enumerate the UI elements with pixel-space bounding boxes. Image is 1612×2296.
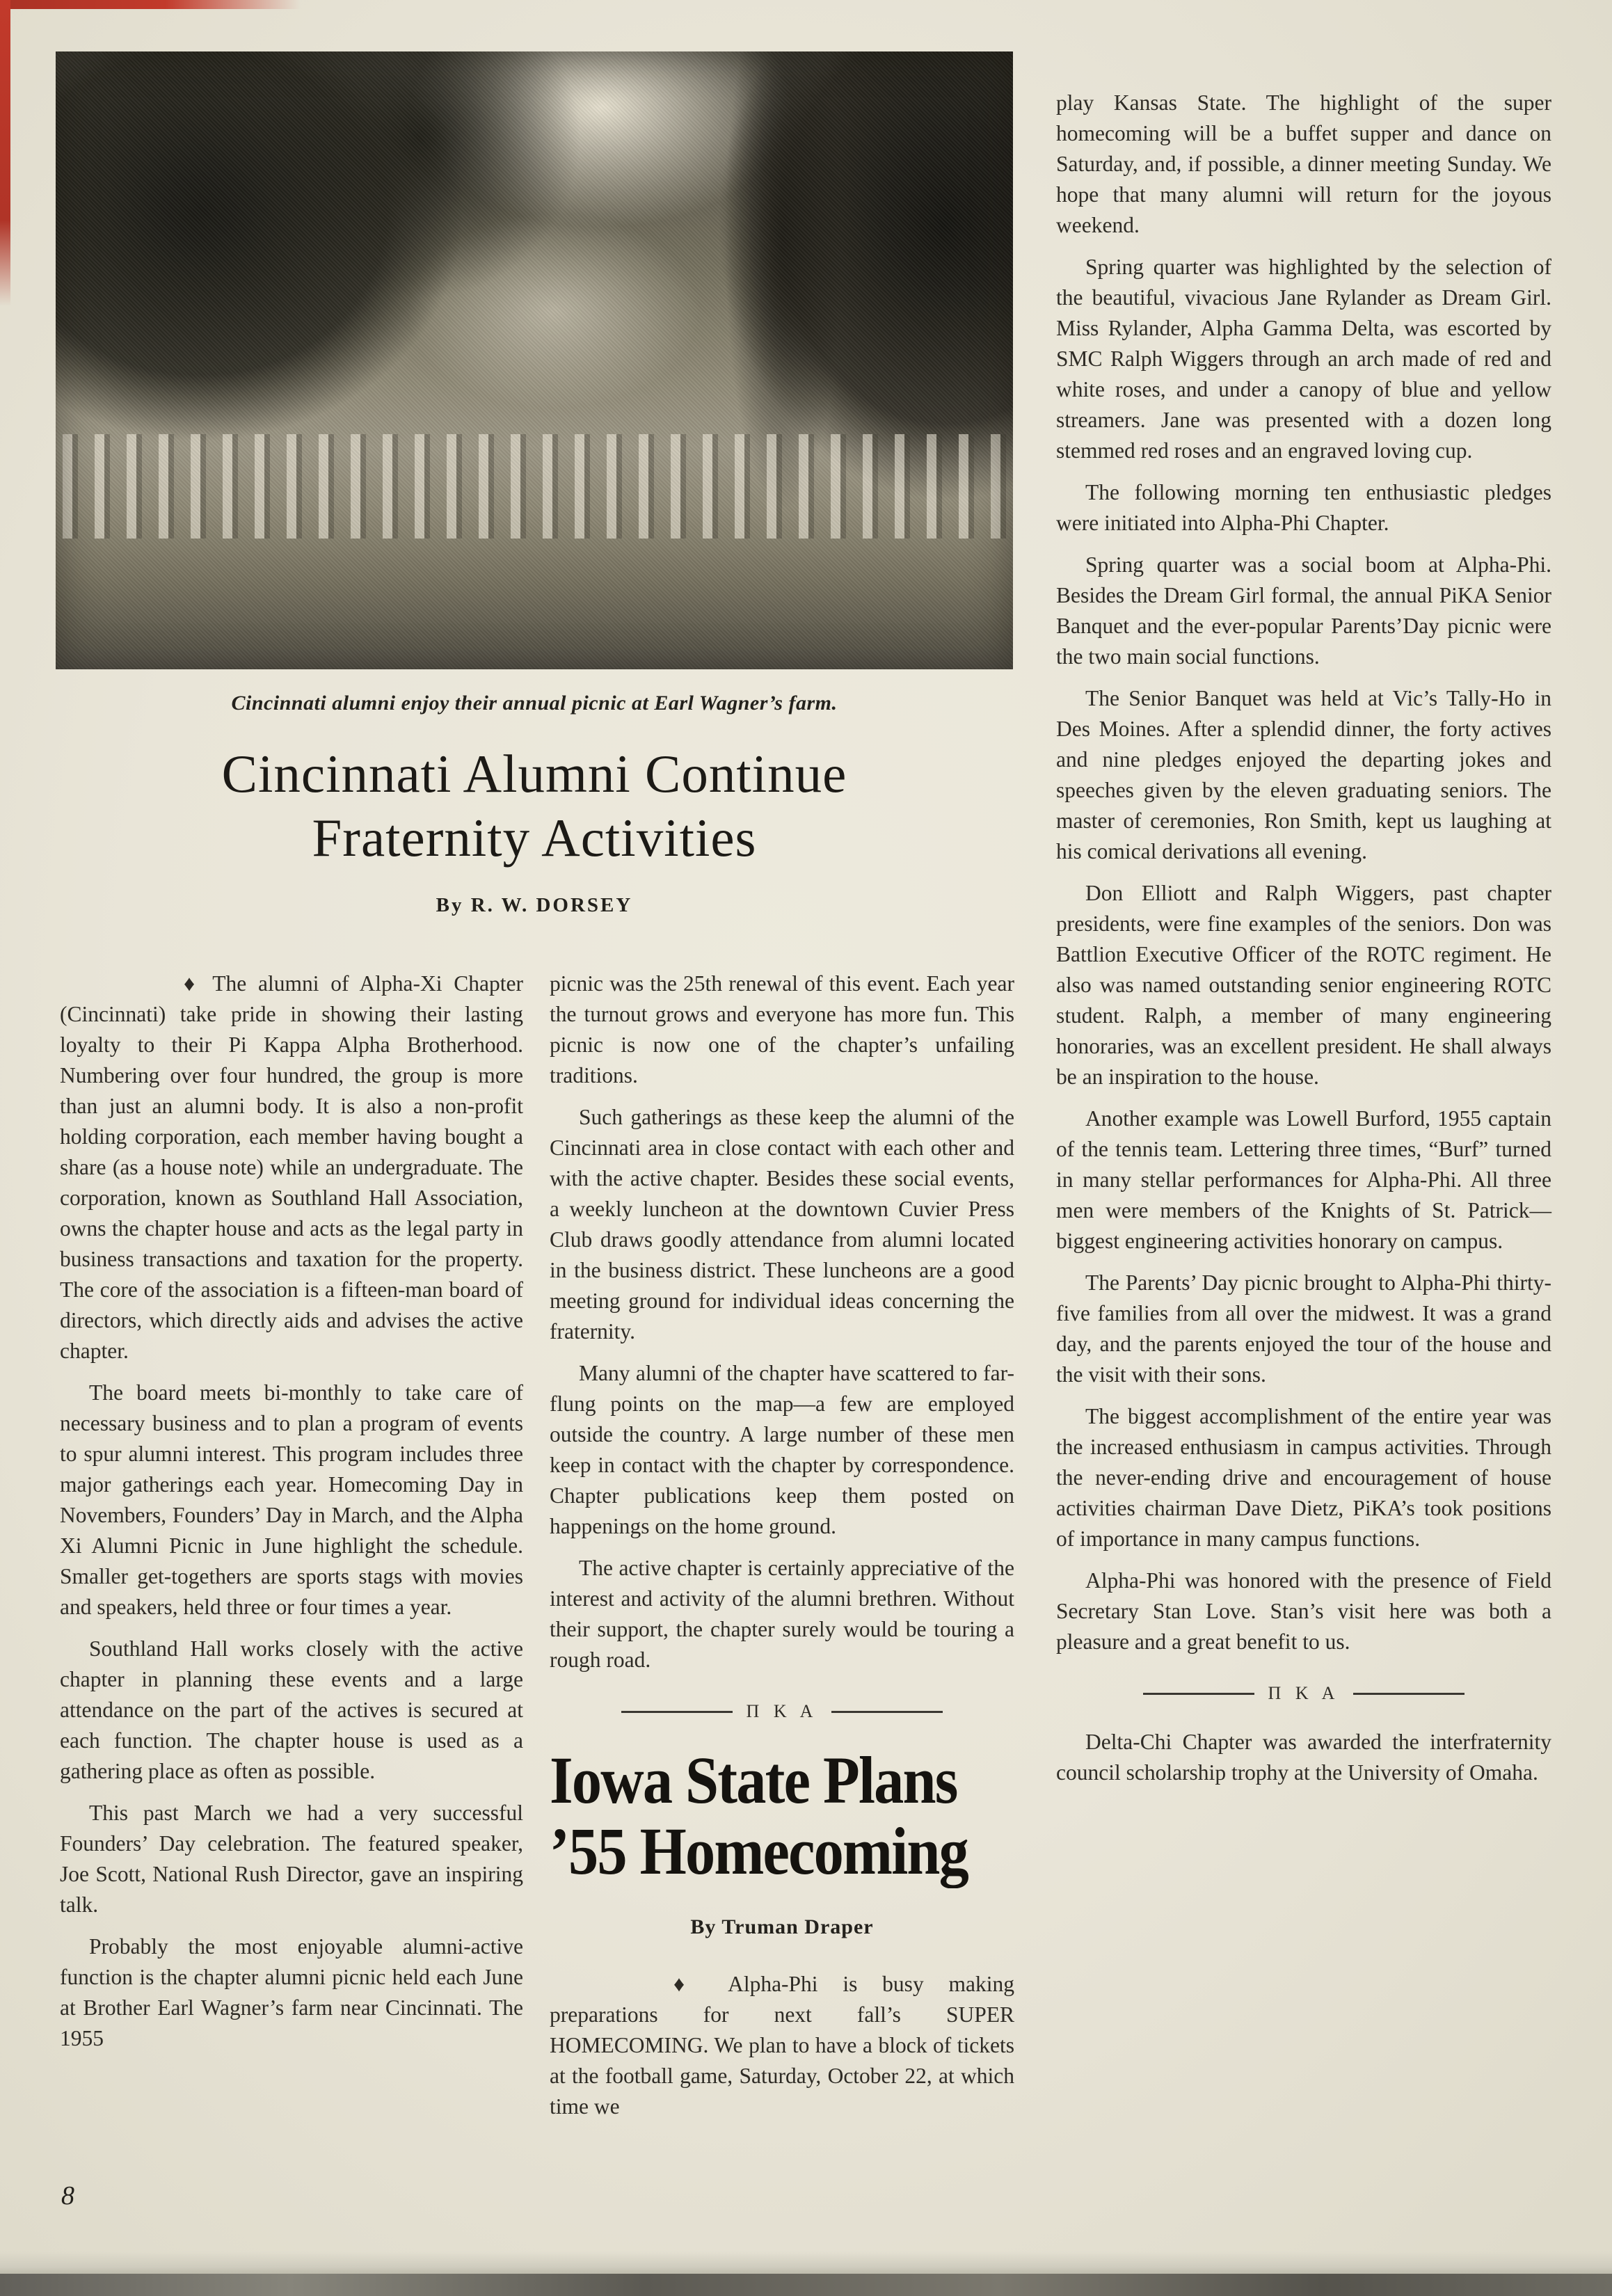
divider-rule: [831, 1711, 943, 1713]
paragraph: The board meets bi-monthly to take care of necessary business and to plan a program of events to spur alumni interest. This program includes three major gatherings each year. Homecoming Day in Novembers, Founders’ Day in March, and the Alpha Xi Alumni Picnic in June highlight the schedule. Smaller get-togethers are sports stags with movies and speakers, held three or four times a year.: [60, 1380, 523, 1619]
divider-label: Π K A: [1268, 1683, 1340, 1703]
page-number: 8: [61, 2181, 74, 2210]
photo-caption: Cincinnati alumni enjoy their annual picnic at Earl Wagner’s farm.: [231, 692, 838, 715]
paragraph: The Parents’ Day picnic brought to Alpha-Phi thirty-five families from all over the midwest. It was a grand day, and the parents enjoyed the tour of the house and the visit with their sons.: [1056, 1270, 1551, 1387]
column-middle: [550, 968, 1014, 2133]
red-scan-mark-left: [0, 0, 10, 306]
paragraph: The following morning ten enthusiastic pledges were initiated into Alpha-Phi Chapter.: [1056, 480, 1551, 535]
paragraph: This past March we had a very successful Founders’ Day celebration. The featured speaker, Joe Scott, National Rush Director, gave an inspiring talk.: [60, 1801, 523, 1917]
article-iowa-body: [550, 1969, 1014, 2122]
article-iowa-byline: By Truman Draper: [690, 1915, 874, 1938]
paragraph: ♦ The alumni of Alpha-Xi Chapter (Cincinnati) take pride in showing their lasting loyalty to their Pi Kappa Alpha Brotherhood. Numbering over four hundred, the group is more than just an alumni body. It is also a non-profit holding corporation, each member having bought a share (as a house note) while an undergraduate. The corporation, known as Southland Hall Association, owns the chapter house and acts as the legal party in business transactions and taxation for the property. The core of the association is a fifteen-man board of directors, which directly aids and advises the active chapter.: [60, 971, 523, 1363]
divider-rule: [1143, 1693, 1254, 1695]
column-left: [60, 968, 523, 2065]
article-title-line2: Fraternity Activities: [312, 808, 757, 868]
article-iowa-title: [550, 1745, 1014, 1887]
paragraph: Another example was Lowell Burford, 1955 captain of the tennis team. Lettering three times, “Burf” turned in many stellar performances for Alpha-Phi. All three men were members of the Knights of St. Patrick—biggest engineering activities honorary on campus.: [1056, 1106, 1551, 1253]
article-cincinnati-header: [56, 742, 1013, 917]
paragraph: Probably the most enjoyable alumni-active function is the chapter alumni picnic held each June at Brother Earl Wagner’s farm near Cincinnati. The 1955: [60, 1934, 523, 2050]
picnic-group-photo: [56, 51, 1013, 669]
page-bottom-edge-dark: [0, 2274, 1612, 2296]
page-bottom-edge-light: [0, 2251, 1612, 2274]
paragraph: Southland Hall works closely with the active chapter in planning these events and a large attendance on the part of the actives is secured at each function. The chapter house is used as a gathering place as often as possible.: [60, 1636, 523, 1783]
paragraph: The active chapter is certainly appreciative of the interest and activity of the alumni brethren. Without their support, the chapter surely would be touring a rough road.: [550, 1556, 1014, 1672]
divider-rule: [1353, 1693, 1465, 1695]
iowa-title-line2: ’55 Homecoming: [550, 1813, 968, 1888]
divider-label: Π K A: [746, 1701, 818, 1721]
paragraph: Don Elliott and Ralph Wiggers, past chapter presidents, were fine examples of the seniors. Don was Battlion Executive Officer of the ROTC regiment. He also was named outstanding senior engineering ROTC student. Ralph, a member of many engineering honoraries, was an excellent president. He shall always be an inspiration to the house.: [1056, 881, 1551, 1089]
column-right: [1056, 88, 1551, 1799]
red-scan-mark-top: [0, 0, 301, 9]
paragraph: Delta-Chi Chapter was awarded the interfraternity council scholarship trophy at the University of Omaha.: [1056, 1730, 1551, 1785]
paragraph: play Kansas State. The highlight of the super homecoming will be a buffet supper and dance on Saturday, and, if possible, a dinner meeting Sunday. We hope that many alumni will return for the joyous weekend.: [1056, 90, 1551, 237]
paragraph: Many alumni of the chapter have scattered to far-flung points on the map—a few are employed outside the country. A large number of these men keep in contact with the chapter by correspondence. Chapter publications keep them posted on happenings on the home ground.: [550, 1361, 1014, 1538]
paragraph: The Senior Banquet was held at Vic’s Tally-Ho in Des Moines. After a splendid dinner, the forty actives and nine pledges enjoyed the departing jokes and speeches given by the eleven graduating seniors. The master of ceremonies, Ron Smith, kept us laughing at his comical derivations all evening.: [1056, 686, 1551, 863]
paragraph: Spring quarter was highlighted by the selection of the beautiful, vivacious Jane Rylander as Dream Girl. Miss Rylander, Alpha Gamma Delta, was escorted by SMC Ralph Wiggers through an arch made of red and white roses, and under a canopy of blue and yellow streamers. Jane was presented with a dozen long stemmed red roses and an engraved loving cup.: [1056, 255, 1551, 463]
paragraph: Spring quarter was a social boom at Alpha-Phi. Besides the Dream Girl formal, the annual PiKA Senior Banquet and the ever-popular Parents’Day picnic were the two main social functions.: [1056, 552, 1551, 669]
paragraph: ♦ Alpha-Phi is busy making preparations for next fall’s SUPER HOMECOMING. We plan to have a block of tickets at the football game, Saturday, October 22, at which time we: [550, 1971, 1014, 2119]
pika-divider: [550, 1696, 1014, 1727]
paragraph: Such gatherings as these keep the alumni of the Cincinnati area in close contact with each other and with the active chapter. Besides these social events, a weekly luncheon at the downtown Cuvier Press Club draws goodly attendance from alumni located in the business district. These luncheons are a good meeting ground for individual ideas concerning the fraternity.: [550, 1105, 1014, 1344]
paragraph: Alpha-Phi was honored with the presence of Field Secretary Stan Love. Stan’s visit here was both a pleasure and a great benefit to us.: [1056, 1568, 1551, 1654]
divider-rule: [621, 1711, 733, 1713]
paragraph: The biggest accomplishment of the entire year was the increased enthusiasm in campus activities. Through the never-ending drive and encouragement of house activities chairman Dave Dietz, PiKA’s took positions of importance in many campus functions.: [1056, 1404, 1551, 1551]
article-title-line1: Cincinnati Alumni Continue: [221, 744, 847, 804]
paragraph: picnic was the 25th renewal of this event. Each year the turnout grows and everyone has more fun. This picnic is now one of the chapter’s unfailing traditions.: [550, 971, 1014, 1087]
pika-divider: [1056, 1678, 1551, 1709]
article-byline: By R. W. DORSEY: [436, 893, 633, 916]
iowa-title-line1: Iowa State Plans: [550, 1743, 957, 1817]
